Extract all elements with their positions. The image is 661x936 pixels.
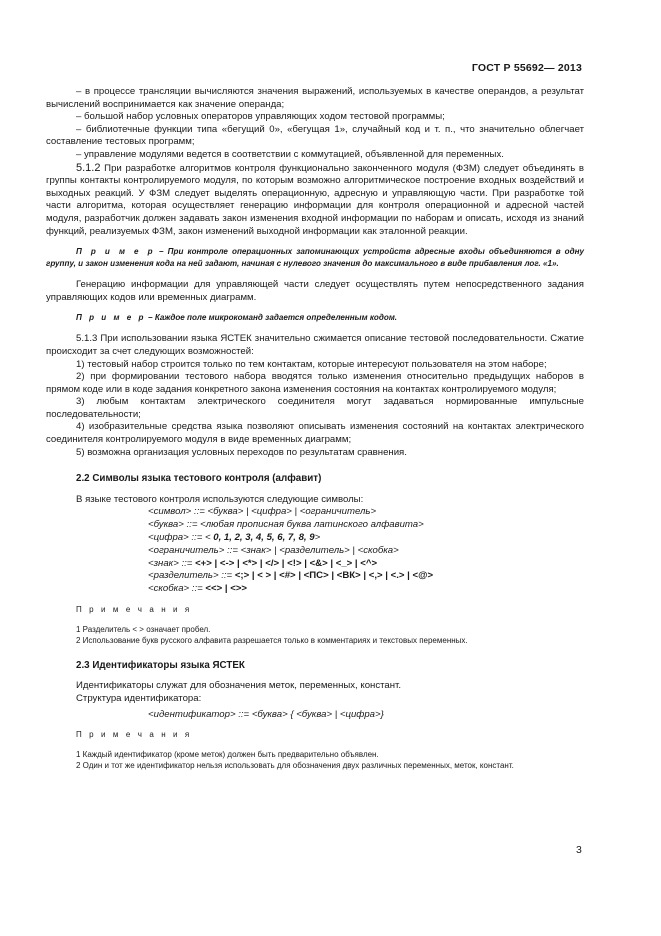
paragraph: – большой набор условных операторов управляющих ходом тестовой программы; — [76, 111, 445, 123]
example-label: П р и м е р — [76, 313, 146, 323]
note: 2 Один и тот же идентификатор нельзя использовать для обозначения двух различных переменных, меток, констант. — [76, 760, 514, 770]
grammar-rule: <буква> ::= <любая прописная буква латинского алфавита> — [148, 519, 424, 531]
paragraph: – библиотечные функции типа «бегущий 0», «бегущая 1», случайный код и т. п., что значительно облегчает составление тестовых программ; — [46, 123, 584, 148]
example-text: – Каждое поле микрокоманд задается определенным кодом. — [145, 313, 398, 323]
list-item: 3) любым контактам электрического соединителя могут задаваться нормированные импульсные последовательности; — [46, 396, 584, 420]
section-heading-2-2: 2.2 Символы языка тестового контроля (алфавит) — [76, 473, 322, 485]
list-item: 4) изобразительные средства языка позволяют описывать изменения состояний на контактах электрического соединителя контролируемого модуля в виде временных диаграмм; — [46, 421, 584, 446]
notes-label: П р и м е ч а н и я — [76, 730, 192, 740]
paragraph-5-1-2 — [46, 162, 584, 239]
grammar-rule: <идентификатор> ::= <буква> { <буква> | <цифра>} — [148, 709, 384, 721]
rule-head: <знак> ::= — [148, 557, 196, 569]
grammar-rule: <символ> ::= <буква> | <цифра> | <ограничитель> — [148, 506, 377, 518]
grammar-rule — [148, 532, 584, 545]
example-note — [46, 312, 584, 324]
paragraph: – в процессе трансляции вычисляются значения выражений, используемых в качестве операндов, а результат вычислений воспринимается как значение операнда; — [46, 86, 584, 110]
paragraph: Структура идентификатора: — [76, 692, 202, 704]
example-label: П р и м е р — [76, 247, 156, 257]
list-item: 2) при формировании тестового набора вводятся только изменения относительно предыдущих наборов в прямом коде или в коде задания конкретного закона изменения состояния на контактах контролируемого модуля; — [46, 371, 584, 395]
notes-label: П р и м е ч а н и я — [76, 605, 192, 615]
rule-head: <цифра> ::= < — [148, 532, 214, 544]
example-text: – При контроле операционных запоминающих устройств адресные входы объединяются в одну группу, и закон изменения кода на ней задают, начиная с нулевого значения до максимального в виде прибавления лог. «1». — [46, 247, 584, 269]
rule-body: <+> | <-> | <*> | </> | <!> | <&> | <_> | <^> — [195, 557, 378, 569]
grammar-block — [46, 506, 584, 596]
list-item: 5) возможна организация условных переходов по результатам сравнения. — [76, 446, 407, 458]
grammar-rule — [148, 558, 584, 571]
clause-text: При разработке алгоритмов контроля функционально законченного модуля (ФЗМ) следует объединять в группы контакты контролируемого модуля, по которым возможно алгоритмическое построение входных воздействий и выходных реакций. У ФЗМ следует выделять операционную, адресную и управляющую части. При разработке той части алгоритма, которая осуществляет генерацию информации для контроля операционной и адресной частей модуля, разработчик должен задавать закон изменения входной информации по наборам и описать, исходя из знаний функций, реализуемых ФЗМ, закон изменений выходной информации как эталонной реакции. — [46, 162, 584, 237]
rule-head: <разделитель> ::= — [148, 570, 235, 582]
rule-body: <<> | <>> — [205, 583, 248, 595]
paragraph: Идентификаторы служат для обозначения меток, переменных, констант. — [76, 680, 402, 692]
paragraph-5-1-3: 5.1.3 При использовании языка ЯСТЕК значительно сжимается описание тестовой последовательности. Сжатие происходит за счет следующих возможностей: — [46, 333, 584, 357]
paragraph: – управление модулями ведется в соответствии с коммутацией, объявленной для переменных. — [76, 148, 504, 160]
grammar-rule — [148, 583, 584, 596]
grammar-rule — [148, 570, 584, 583]
clause-number: 5.1.2 — [76, 161, 101, 174]
rule-head: <скобка> ::= — [148, 583, 206, 595]
list-item: 1) тестовый набор строится только по тем контактам, которые интересуют пользователя на этом наборе; — [76, 358, 547, 370]
grammar-rule: <ограничитель> ::= <знак> | <разделитель> | <скобка> — [148, 544, 399, 556]
paragraph: Генерацию информации для управляющей части следует осуществлять путем непосредственного задания управляющих кодов или временных диаграмм. — [46, 279, 584, 303]
rule-body: <;> | < > | <#> | <ПС> | <ВК> | <,> | <.> | <@> — [234, 570, 434, 582]
paragraph: В языке тестового контроля используются следующие символы: — [76, 493, 364, 505]
page-number: 3 — [576, 844, 582, 856]
rule-digits: 0, 1, 2, 3, 4, 5, 6, 7, 8, 9 — [213, 532, 315, 544]
note: 1 Разделитель < > означает пробел. — [76, 624, 211, 634]
document-code: ГОСТ Р 55692— 2013 — [471, 62, 582, 74]
example-note — [46, 246, 584, 270]
note: 1 Каждый идентификатор (кроме меток) должен быть предварительно объявлен. — [76, 749, 379, 759]
note: 2 Использование букв русского алфавита разрешается только в комментариях и текстовых переменных. — [76, 635, 468, 645]
section-heading-2-3: 2.3 Идентификаторы языка ЯСТЕК — [76, 659, 245, 671]
page-content — [46, 86, 584, 771]
rule-tail: > — [314, 532, 321, 544]
